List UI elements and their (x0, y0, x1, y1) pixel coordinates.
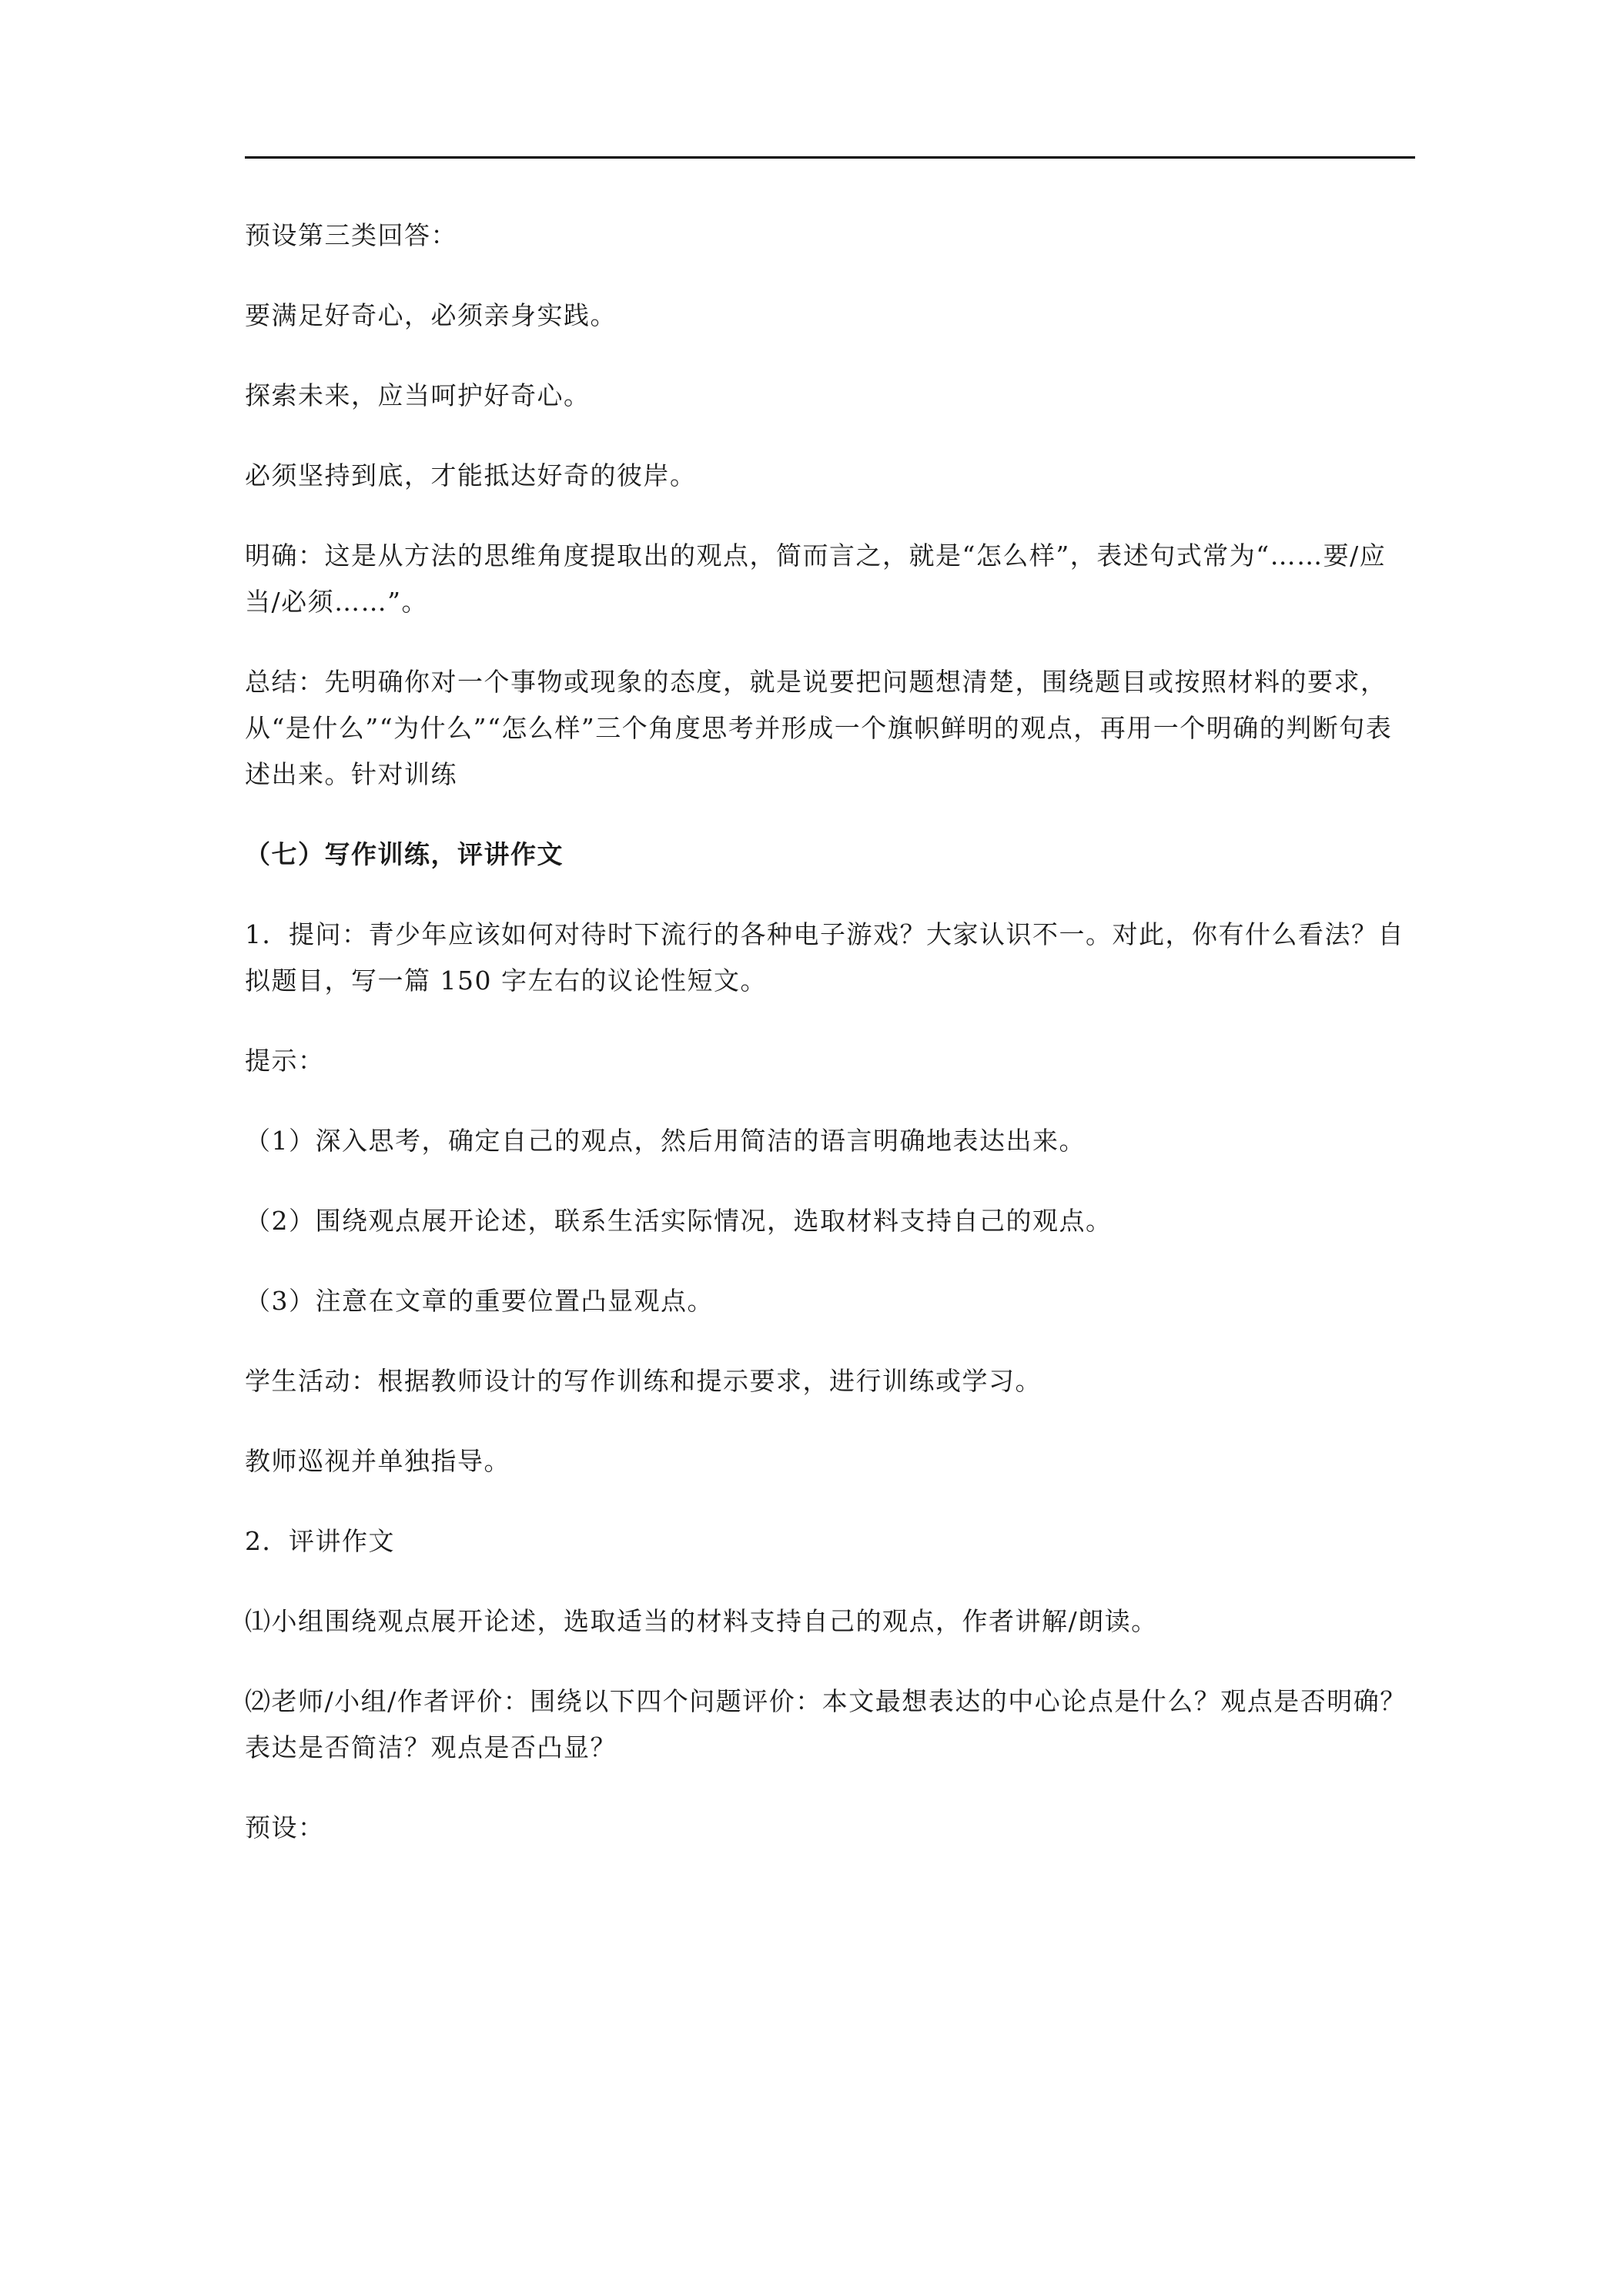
paragraph: 总结：先明确你对一个事物或现象的态度，就是说要把问题想清楚，围绕题目或按照材料的要求，从“是什么”“为什么”“怎么样”三个角度思考并形成一个旗帜鲜明的观点，再用一个明确的判断句表述出来。针对训练 (245, 667, 1393, 789)
paragraph: 明确：这是从方法的思维角度提取出的观点，简而言之，就是“怎么样”，表述句式常为“……要/应当/必须……”。 (245, 541, 1387, 617)
paragraph: （3）注意在文章的重要位置凸显观点。 (245, 1286, 714, 1316)
paragraph: 预设： (245, 1812, 325, 1842)
paragraph: 1．提问：青少年应该如何对待时下流行的各种电子游戏？大家认识不一。对此，你有什么看法？自拟题目，写一篇 150 字左右的议论性短文。 (245, 919, 1404, 996)
paragraph: 学生活动：根据教师设计的写作训练和提示要求，进行训练或学习。 (245, 1366, 1042, 1396)
paragraph: 教师巡视并单独指导。 (245, 1446, 510, 1476)
section-heading: （七）写作训练，评讲作文 (245, 839, 564, 869)
paragraph: 要满足好奇心，必须亲身实践。 (245, 300, 617, 330)
paragraph: （2）围绕观点展开论述，联系生活实际情况，选取材料支持自己的观点。 (245, 1206, 1113, 1236)
paragraph: 2．评讲作文 (245, 1526, 395, 1556)
paragraph: 必须坚持到底，才能抵达好奇的彼岸。 (245, 460, 697, 490)
document-body (245, 213, 1415, 1885)
paragraph: ⑵老师/小组/作者评价：围绕以下四个问题评价：本文最想表达的中心论点是什么？观点是否明确？表达是否简洁？观点是否凸显？ (245, 1686, 1407, 1762)
paragraph: 预设第三类回答： (245, 220, 457, 250)
paragraph: 探索未来，应当呵护好奇心。 (245, 380, 591, 410)
paragraph: （1）深入思考，确定自己的观点，然后用简洁的语言明确地表达出来。 (245, 1126, 1086, 1156)
paragraph: 提示： (245, 1046, 325, 1076)
paragraph: ⑴小组围绕观点展开论述，选取适当的材料支持自己的观点，作者讲解/朗读。 (245, 1606, 1158, 1636)
header-rule (245, 156, 1415, 159)
